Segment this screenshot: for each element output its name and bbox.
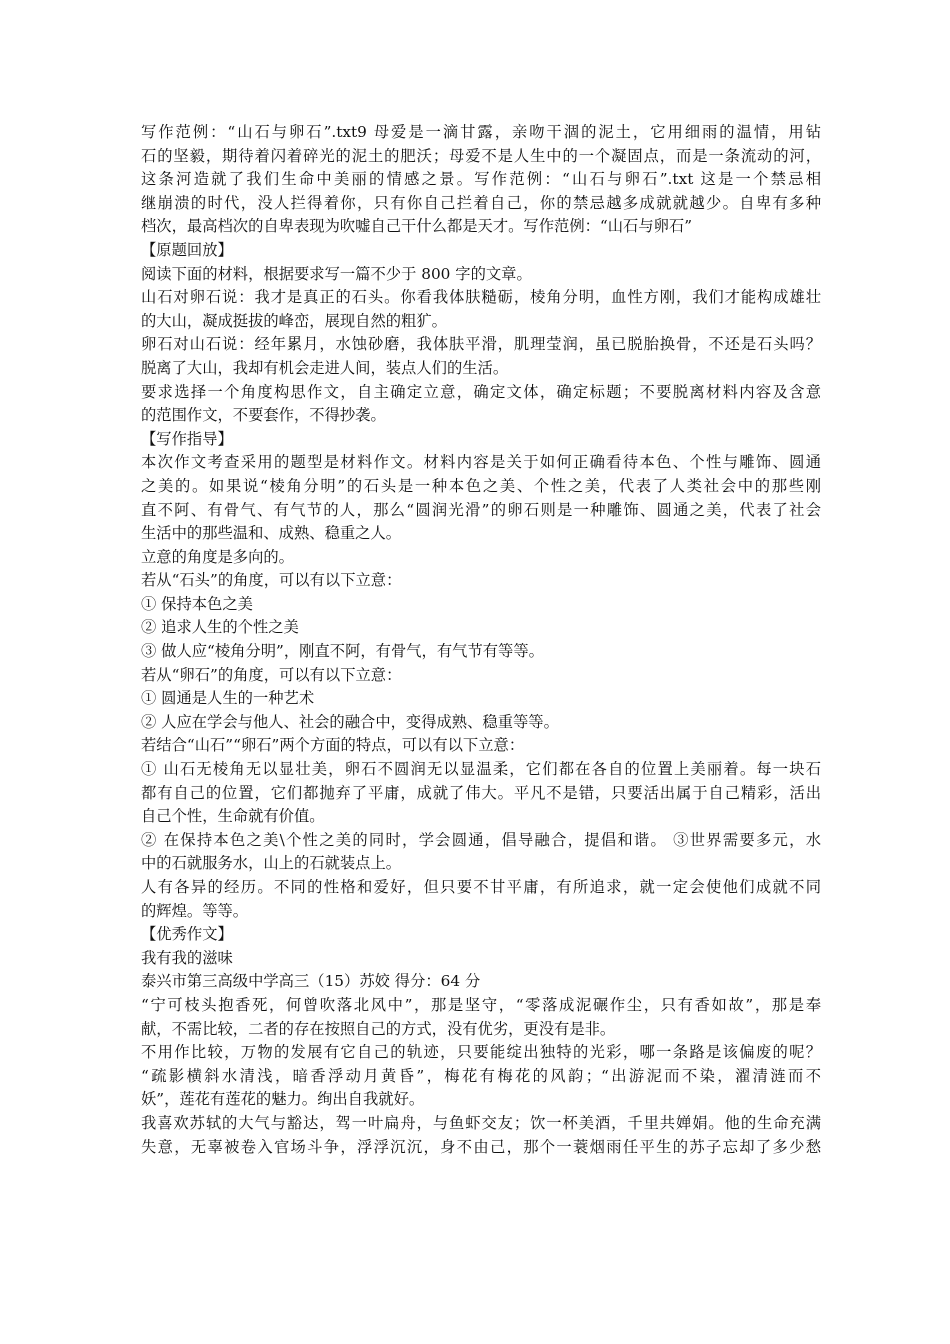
text-line: 的大山，凝成挺拔的峰峦，展现自然的粗犷。 xyxy=(141,311,447,330)
text-line: 本次作文考查采用的题型是材料作文。材料内容是关于如何正确看待本色、个性与雕饰、圆通 xyxy=(141,453,821,472)
list-item: ② 在保持本色之美\个性之美的同时，学会圆通，倡导融合，提倡和谐。 ③世界需要多元，水 xyxy=(141,830,821,849)
text-line: 写作范例：“山石与卵石”.txt9 母爱是一滴甘露，亲吻干涸的泥土，它用细雨的温情，用钻 xyxy=(141,123,821,141)
list-item: ③ 做人应“棱角分明”，刚直不阿，有骨气，有气节有等等。 xyxy=(141,642,544,661)
list-item: ① 山石无棱角无以显壮美，卵石不圆润无以显温柔，它们都在各自的位置上美丽着。每一块石 xyxy=(141,760,821,779)
text-line: 妖”，莲花有莲花的魅力。绚出自我就好。 xyxy=(141,1090,425,1109)
text-line: 若结合“山石”“卵石”两个方面的特点，可以有以下立意： xyxy=(141,736,525,755)
list-item: ① 保持本色之美 xyxy=(141,594,253,613)
text-line: 都有自己的位置，它们都抛弃了平庸，成就了伟大。平凡不是错，只要活出属于自己精彩，活出 xyxy=(141,783,821,802)
text-line: 的范围作文，不要套作，不得抄袭。 xyxy=(141,406,386,425)
document-page xyxy=(141,121,821,1159)
text-line: 自己个性，生命就有价值。 xyxy=(141,807,325,826)
essay-title: 我有我的滋味 xyxy=(141,948,233,967)
text-line: 人有各异的经历。不同的性格和爱好，但只要不甘平庸，有所追求，就一定会使他们成就不同 xyxy=(141,878,821,896)
text-line: 献，不需比较，二者的存在按照自己的方式，没有优劣，更没有是非。 xyxy=(141,1019,616,1038)
text-line: “宁可枝头抱香死，何曾吹落北风中”，那是坚守，“零落成泥碾作尘，只有香如故”，那是奉 xyxy=(141,995,821,1014)
text-line: “疏影横斜水清浅，暗香浮动月黄昏”，梅花有梅花的风韵；“出游泥而不染，濯清涟而不 xyxy=(141,1066,821,1085)
text-line: 脱离了大山，我却有机会走进人间，装点人们的生活。 xyxy=(141,358,509,377)
text-line: 不用作比较，万物的发展有它自己的轨迹，只要能绽出独特的光彩，哪一条路是该偏废的呢？ xyxy=(141,1043,821,1062)
text-line: 山石对卵石说：我才是真正的石头。你看我体肤糙砺，棱角分明，血性方刚，我们才能构成雄壮 xyxy=(141,288,821,307)
text-line: 直不阿、有骨气、有气节的人，那么“圆润光滑”的卵石则是一种雕饰、圆通之美，代表了社会 xyxy=(141,500,821,519)
text-line: 生活中的那些温和、成熟、稳重之人。 xyxy=(141,524,402,543)
list-item: ② 人应在学会与他人、社会的融合中，变得成熟、稳重等等。 xyxy=(141,712,559,731)
text-line: 要求选择一个角度构思作文，自主确定立意，确定文体，确定标题；不要脱离材料内容及含意 xyxy=(141,382,821,401)
text-line: 这条河造就了我们生命中美丽的情感之景。写作范例：“山石与卵石”.txt 这是一个禁忌相 xyxy=(141,170,821,189)
text-line: 中的石就服务水，山上的石就装点上。 xyxy=(141,854,402,873)
text-line: 继崩溃的时代，没人拦得着你，只有你自己拦着自己，你的禁忌越多成就就越少。自卑有多种 xyxy=(141,193,821,212)
text-line: 失意，无辜被卷入官场斗争，浮浮沉沉，身不由己，那个一蓑烟雨任平生的苏子忘却了多少愁 xyxy=(141,1137,821,1156)
text-line: 阅读下面的材料，根据要求写一篇不少于 800 字的文章。 xyxy=(141,264,532,283)
section-heading-original-question: 【原题回放】 xyxy=(141,240,233,259)
text-line: 若从“卵石”的角度，可以有以下立意： xyxy=(141,665,402,684)
text-line: 卵石对山石说：经年累月，水蚀砂磨，我体肤平滑，肌理莹润，虽已脱胎换骨，不还是石头吗？ xyxy=(141,335,821,354)
essay-author: 泰兴市第三高级中学高三（15）苏姣 得分：64 分 xyxy=(141,972,481,991)
list-item: ① 圆通是人生的一种艺术 xyxy=(141,689,315,708)
text-line: 档次，最高档次的自卑表现为吹嘘自己干什么都是天才。写作范例：“山石与卵石” xyxy=(141,217,693,236)
section-heading-writing-guide: 【写作指导】 xyxy=(141,429,233,448)
text-line: 之美的。如果说“棱角分明”的石头是一种本色之美、个性之美，代表了人类社会中的那些刚 xyxy=(141,476,821,495)
text-line: 石的坚毅，期待着闪着碎光的泥土的肥沃；母爱不是人生中的一个凝固点，而是一条流动的河， xyxy=(141,146,821,165)
text-line: 若从“石头”的角度，可以有以下立意： xyxy=(141,571,402,590)
text-line: 的辉煌。等等。 xyxy=(141,901,249,920)
text-line: 立意的角度是多向的。 xyxy=(141,547,294,566)
list-item: ② 追求人生的个性之美 xyxy=(141,618,299,637)
text-line: 我喜欢苏轼的大气与豁达，驾一叶扁舟，与鱼虾交友；饮一杯美酒，千里共婵娟。他的生命充满 xyxy=(141,1113,821,1132)
section-heading-excellent-essay: 【优秀作文】 xyxy=(141,925,233,944)
